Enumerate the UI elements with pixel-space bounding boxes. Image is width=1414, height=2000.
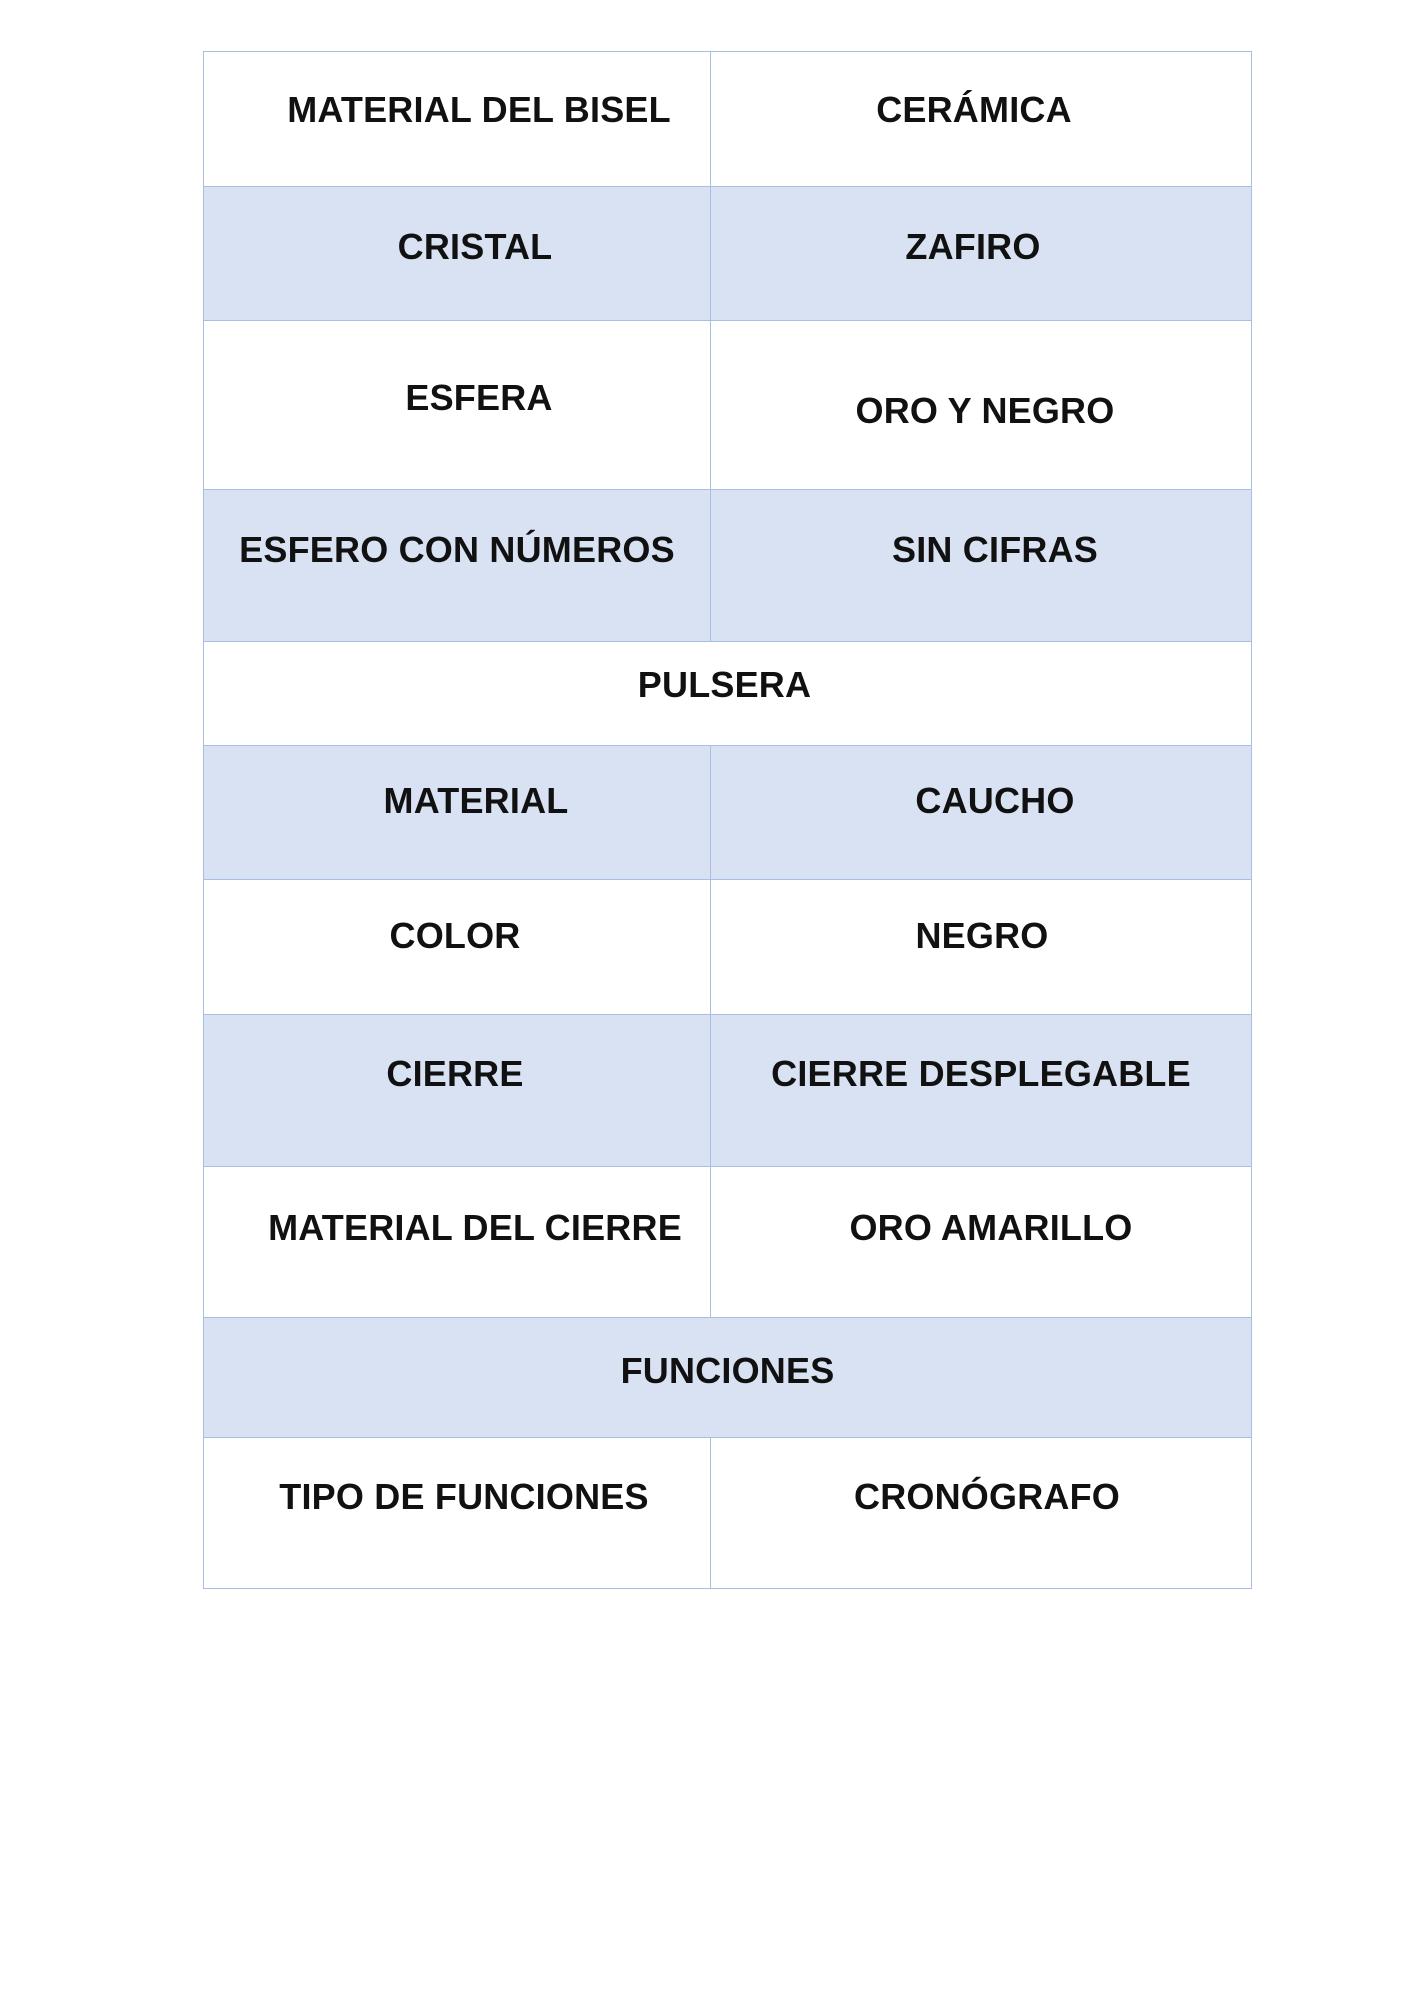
spec-value-cell [711, 490, 1252, 642]
spec-label: TIPO DE FUNCIONES [279, 1476, 649, 1517]
spec-value-cell [711, 1438, 1252, 1589]
watch-specs-table [203, 51, 1252, 1589]
table-row [204, 187, 1252, 321]
spec-label-cell [204, 1167, 711, 1318]
section-header-funciones [204, 1318, 1252, 1438]
spec-label: CRISTAL [397, 225, 553, 267]
spec-label: MATERIAL [383, 779, 569, 821]
spec-value: ZAFIRO [905, 225, 1041, 267]
table-row [204, 490, 1252, 642]
section-header-pulsera [204, 642, 1252, 746]
spec-label: CIERRE [386, 1052, 524, 1094]
spec-label: ESFERO CON NÚMEROS [239, 528, 675, 570]
table-row [204, 52, 1252, 187]
spec-value: CIERRE DESPLEGABLE [771, 1052, 1191, 1094]
section-row [204, 642, 1252, 746]
spec-label-cell [204, 880, 711, 1015]
table-row [204, 746, 1252, 880]
spec-label: MATERIAL DEL CIERRE [268, 1207, 682, 1248]
spec-value: NEGRO [915, 915, 1049, 956]
spec-value: CAUCHO [915, 779, 1075, 821]
table-row [204, 1438, 1252, 1589]
table-row [204, 880, 1252, 1015]
spec-value-cell [711, 187, 1252, 321]
spec-label: MATERIAL DEL BISEL [287, 89, 671, 130]
spec-value-cell [711, 746, 1252, 880]
spec-value-cell [711, 1167, 1252, 1318]
spec-value: ORO AMARILLO [849, 1207, 1133, 1248]
table-row [204, 1167, 1252, 1318]
section-title: FUNCIONES [620, 1349, 835, 1391]
spec-label-cell [204, 1438, 711, 1589]
spec-label: COLOR [389, 915, 521, 956]
table-row [204, 1015, 1252, 1167]
spec-value: CRONÓGRAFO [854, 1476, 1120, 1517]
spec-label-cell [204, 52, 711, 187]
spec-value-cell [711, 52, 1252, 187]
spec-value-cell [711, 880, 1252, 1015]
spec-label-cell [204, 321, 711, 490]
spec-label-cell [204, 746, 711, 880]
spec-label-cell [204, 1015, 711, 1167]
spec-label: ESFERA [405, 377, 553, 418]
spec-value: SIN CIFRAS [891, 528, 1098, 570]
spec-label-cell [204, 187, 711, 321]
section-title: PULSERA [637, 663, 812, 705]
spec-value: ORO Y NEGRO [855, 390, 1115, 431]
spec-value-cell [711, 321, 1252, 490]
section-row [204, 1318, 1252, 1438]
table-row [204, 321, 1252, 490]
spec-value: CERÁMICA [876, 89, 1072, 130]
spec-label-cell [204, 490, 711, 642]
spec-value-cell [711, 1015, 1252, 1167]
